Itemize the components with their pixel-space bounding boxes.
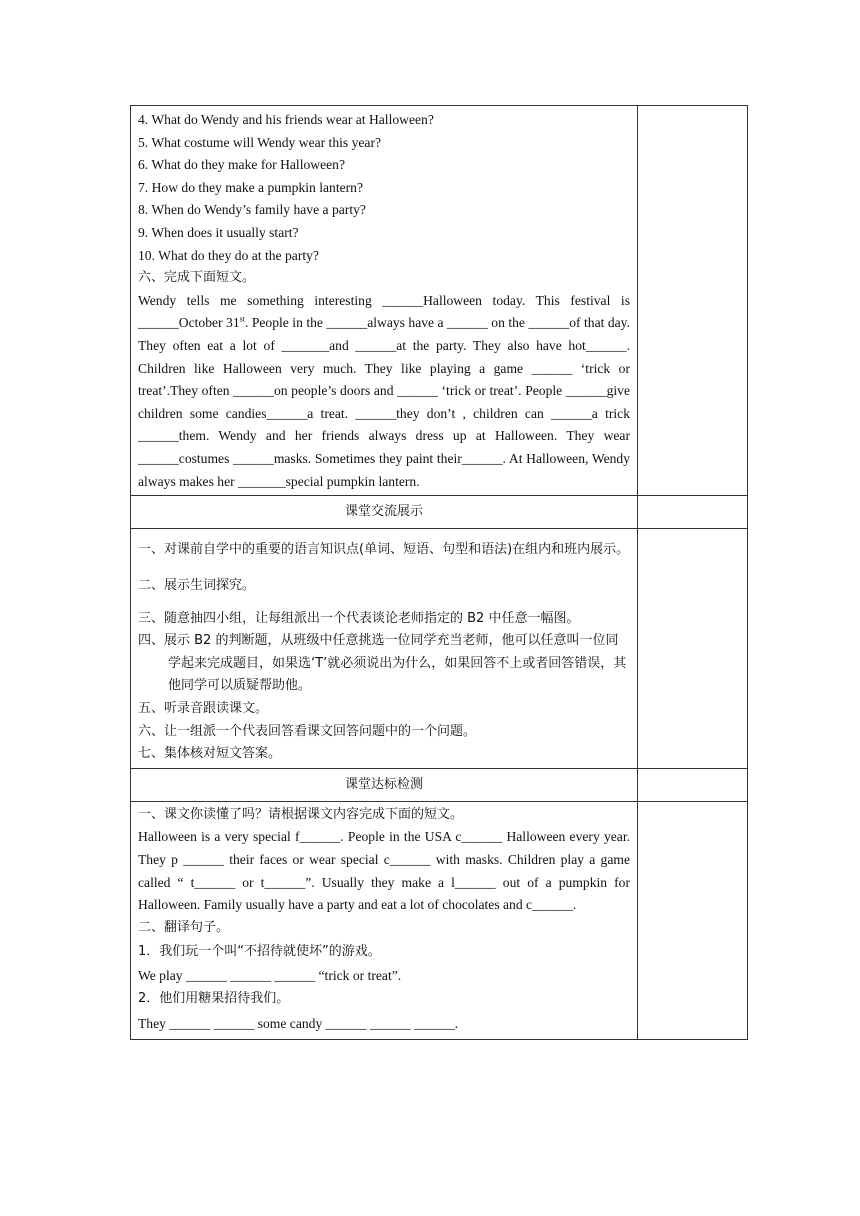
check-row — [131, 801, 748, 1039]
exchange-item-6: 六、让一组派一个代表回答看课文回答问题中的一个问题。 — [138, 723, 477, 739]
exchange-item-1: 一、对课前自学中的重要的语言知识点(单词、短语、句型和语法)在组内和班内展示。 — [138, 542, 630, 558]
exchange-item-3: 三、随意抽四小组，让每组派出一个代表谈论老师指定的 B2 中任意一幅图。 — [138, 610, 580, 626]
check-q2-title: 二、翻译句子。 — [138, 919, 230, 935]
exchange-item-5: 五、听录音跟读课文。 — [138, 701, 269, 717]
question-4: 4. What do Wendy and his friends wear at Halloween? — [138, 112, 434, 127]
translate-1-chinese: 1．我们玩一个叫“不招待就使坏”的游戏。 — [138, 944, 381, 960]
check-header-row — [131, 768, 748, 801]
lesson-table — [130, 105, 748, 1040]
exchange-item-7: 七、集体核对短文答案。 — [138, 746, 282, 762]
section6-title: 六、完成下面短文。 — [138, 270, 256, 286]
cloze-passage-part1: Wendy tells me something interesting ______Halloween today. This festival is ______October 31 — [138, 292, 630, 331]
cloze-passage-part2: . People in the ______always have a ______ on the ______of that day. They often eat a lot of _______and ______at the party. They also have hot______. Children like Halloween very much. They like playing a game ______ ‘trick or treat’.They often ______on people’s doors and ______ ‘trick or treat’. People ______give children some candies______a treat. ______they don’t , children can ______a trick ______them. Wendy and her friends always dress up at Halloween. They wear ______costumes ______masks. Sometimes they paint their______. At Halloween, Wendy always makes her _______special pumpkin lantern. — [138, 315, 630, 489]
reading-row — [131, 106, 748, 496]
notes-cell — [638, 529, 748, 769]
question-6: 6. What do they make for Halloween? — [138, 157, 345, 173]
translate-1-english: We play ______ ______ ______ “trick or treat”. — [138, 968, 402, 984]
cloze-passage — [138, 290, 630, 493]
exchange-item-4: 四、展示 B2 的判断题，从班级中任意挑选一位同学充当老师，他可以任意叫一位同学起来完成题目，如果选‘T’就必须说出为什么，如果回答不上或者回答错误，其他同学可以质疑帮助他。 — [138, 633, 627, 694]
check-q1-passage: Halloween is a very special f______. People in the USA c______ Halloween every year. They p ______ their faces or wear special c______ with masks. Children play a game called “ t______ or t______”. Usually they make a l______ out of a pumpkin for Halloween. Family usually have a party and eat a lot of chocolates and c______. — [138, 829, 630, 913]
exchange-row — [131, 529, 748, 769]
check-cell — [131, 801, 638, 1039]
check-q1-title: 一、课文你读懂了吗？请根据课文内容完成下面的短文。 — [138, 806, 464, 822]
question-9: 9. When does it usually start? — [138, 224, 299, 240]
exchange-cell — [131, 529, 638, 769]
cloze-passage-sup: st — [239, 314, 245, 324]
notes-cell — [638, 768, 748, 801]
notes-cell — [638, 106, 748, 496]
exchange-header: 课堂交流展示 — [131, 496, 638, 529]
translate-2-chinese: 2．他们用糖果招待我们。 — [138, 991, 290, 1006]
exchange-item-2: 二、展示生词探究。 — [138, 578, 256, 594]
question-10: 10. What do they do at the party? — [138, 247, 319, 263]
exchange-header-row — [131, 496, 748, 529]
notes-cell — [638, 496, 748, 529]
translate-2-english: They ______ ______ some candy ______ ______ ______. — [138, 1015, 459, 1031]
question-8: 8. When do Wendy’s family have a party? — [138, 202, 366, 218]
reading-cell — [131, 106, 638, 496]
notes-cell — [638, 801, 748, 1039]
question-7: 7. How do they make a pumpkin lantern? — [138, 179, 363, 195]
question-5: 5. What costume will Wendy wear this year? — [138, 134, 382, 150]
check-header: 课堂达标检测 — [131, 768, 638, 801]
